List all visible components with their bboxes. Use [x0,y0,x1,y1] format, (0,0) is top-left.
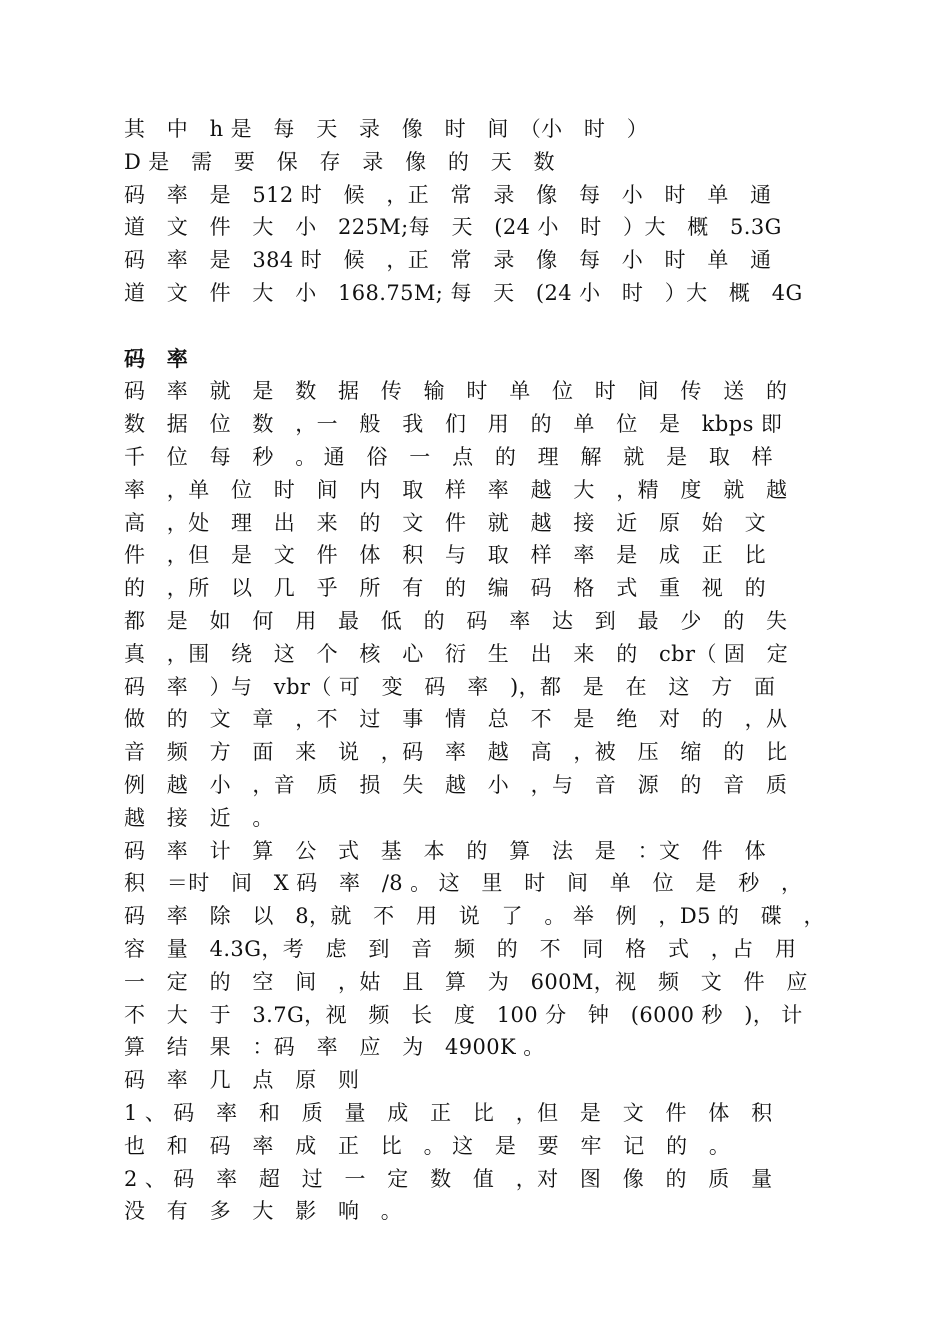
blank-line [124,310,824,343]
text-line: 千 位 每 秒 。 通 俗 一 点 的 理 解 就 是 取 样 [124,444,774,469]
text-line: 例 越 小 ，音 质 损 失 越 小 ，与 音 源 的 音 质 [124,772,788,797]
text-line: 做 的 文 章 ，不 过 事 情 总 不 是 绝 对 的 ，从 [124,707,788,732]
text-line: 积 ＝时 间 X 码 率 /8 。 这 里 时 间 单 位 是 秒 ， [124,871,803,896]
text-line: 高 ，处 理 出 来 的 文 件 就 越 接 近 原 始 文 [124,510,766,535]
section-heading: 码 率 [124,345,189,371]
text-line: 越 接 近 。 [124,805,274,830]
text-line: 数 据 位 数 ，一 般 我 们 用 的 单 位 是 kbps 即 [124,412,783,437]
text-line: 算 结 果 ：码 率 应 为 4900K 。 [124,1035,545,1060]
text-line: 音 频 方 面 来 说 ，码 率 越 高 ，被 压 缩 的 比 [124,740,788,765]
text-line: 道 文 件 大 小 225M;每 天 (24 小 时 ）大 概 5.3G [124,215,782,240]
text-line: 也 和 码 率 成 正 比 。 这 是 要 牢 记 的 。 [124,1133,731,1158]
text-line: 真 ，围 绕 这 个 核 心 衍 生 出 来 的 cbr（ 固 定 [124,641,789,666]
document-body [124,113,824,1228]
text-line: 码 率 是 512 时 候 ，正 常 录 像 每 小 时 单 通 [124,182,772,207]
text-line: 容 量 4.3G，考 虑 到 音 频 的 不 同 格 式 ，占 用 [124,936,797,961]
text-line: 的 ，所 以 几 乎 所 有 的 编 码 格 式 重 视 的 [124,576,766,601]
text-line: 其 中 h 是 每 天 录 像 时 间 （小 时 ） [124,117,649,141]
text-line: D 是 需 要 保 存 录 像 的 天 数 [124,149,555,174]
text-line: 码 率 几 点 原 则 [124,1068,360,1093]
text-line: 码 率 是 384 时 候 ，正 常 录 像 每 小 时 单 通 [124,248,772,273]
text-line: 不 大 于 3.7G，视 频 长 度 100 分 钟 (6000 秒 )， 计 [124,1002,803,1027]
text-line: 码 率 就 是 数 据 传 输 时 单 位 时 间 传 送 的 [124,379,788,404]
text-line: 一 定 的 空 间 ，姑 且 算 为 600M，视 频 文 件 应 [124,969,808,994]
text-line: 件 ，但 是 文 件 体 积 与 取 样 率 是 成 正 比 [124,543,766,568]
text-line: 码 率 ）与 vbr（ 可 变 码 率 )，都 是 在 这 方 面 [124,674,776,699]
text-line: 2 、 码 率 超 过 一 定 数 值 ，对 图 像 的 质 量 [124,1166,773,1191]
text-line: 率 ，单 位 时 间 内 取 样 率 越 大 ，精 度 就 越 [124,477,788,502]
text-line: 都 是 如 何 用 最 低 的 码 率 达 到 最 少 的 失 [124,608,788,633]
text-line: 码 率 计 算 公 式 基 本 的 算 法 是 ：文 件 体 [124,838,766,863]
text-line: 没 有 多 大 影 响 。 [124,1199,403,1224]
text-line: 码 率 除 以 8，就 不 用 说 了 。 举 例 ，D5 的 碟 ， [124,904,825,929]
text-line: 1 、 码 率 和 质 量 成 正 比 ，但 是 文 件 体 积 [124,1100,773,1125]
text-line: 道 文 件 大 小 168.75M; 每 天 (24 小 时 ）大 概 4G [124,280,803,305]
